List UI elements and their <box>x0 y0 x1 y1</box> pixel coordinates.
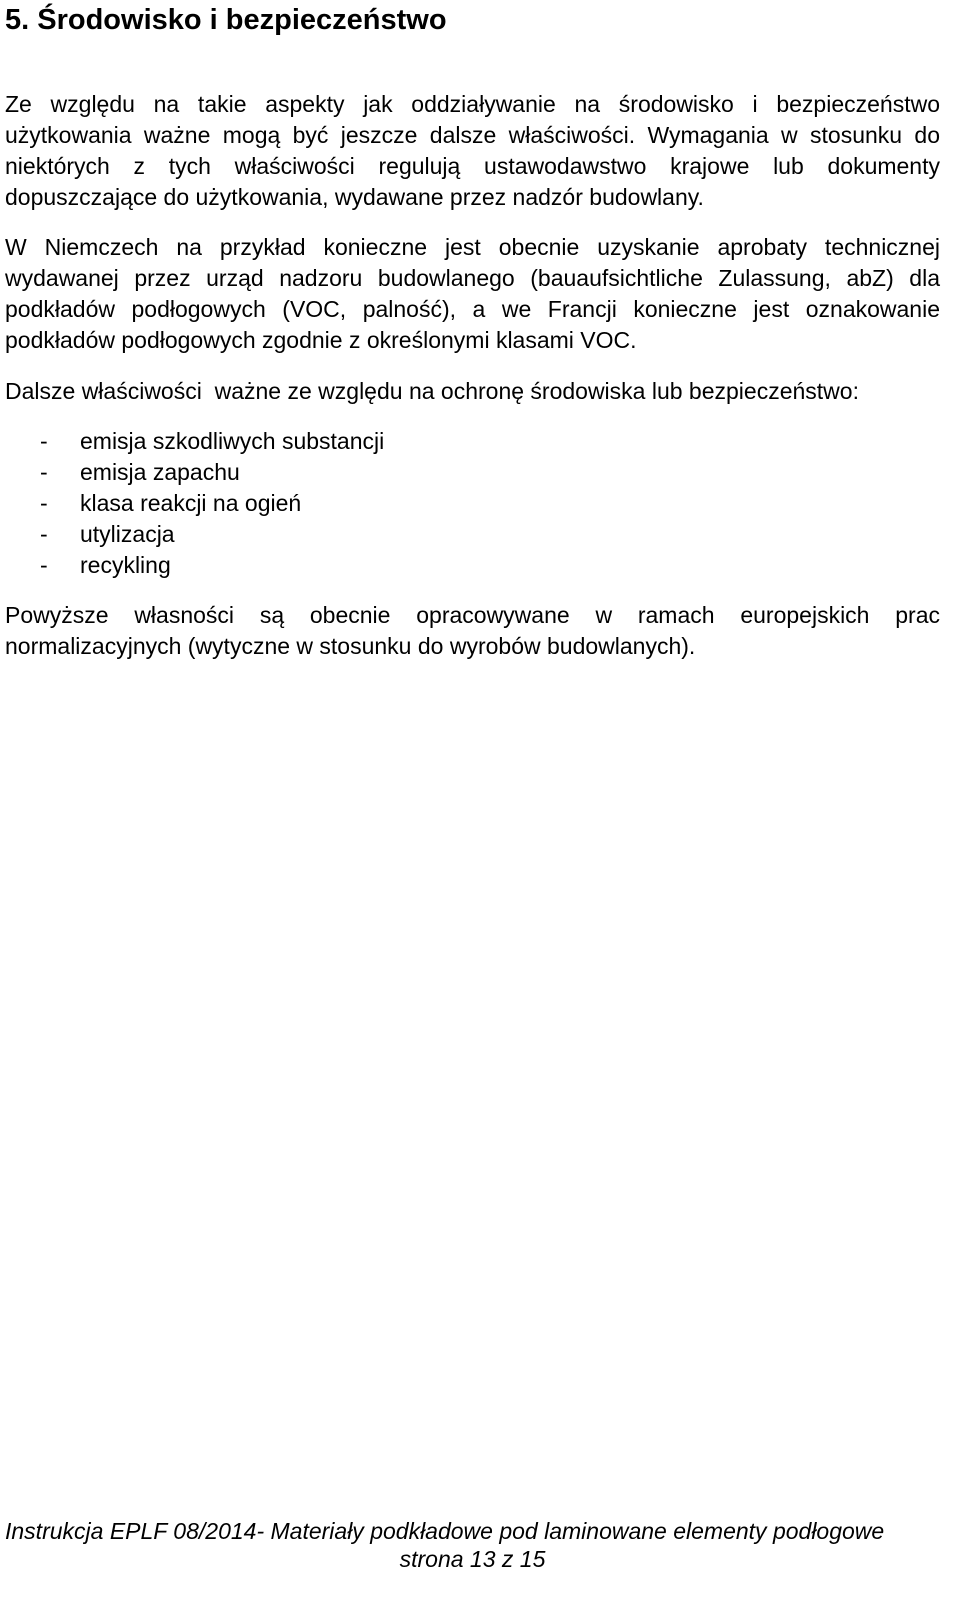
list-item-text: emisja szkodliwych substancji <box>80 428 385 454</box>
list-bullet: - <box>40 521 48 547</box>
paragraph-line: niektórych z tych właściwości regulują ustawodawstwo krajowe lub dokumenty <box>5 153 940 179</box>
footer-title: Instrukcja EPLF 08/2014- Materiały podkładowe pod laminowane elementy podłogowe <box>5 1518 885 1544</box>
page-footer <box>5 1517 940 1573</box>
list-item-text: utylizacja <box>80 521 175 547</box>
paragraph-line: użytkowania ważne mogą być jeszcze dalsze właściwości. Wymagania w stosunku do <box>5 122 940 148</box>
paragraph-line: normalizacyjnych (wytyczne w stosunku do wyrobów budowlanych). <box>5 633 696 659</box>
list-bullet: - <box>40 490 48 516</box>
list-item-text: emisja zapachu <box>80 459 240 485</box>
paragraph-line: podkładów podłogowych zgodnie z określonymi klasami VOC. <box>5 327 637 353</box>
paragraph-line: wydawanej przez urząd nadzoru budowlanego (bauaufsichtliche Zulassung, abZ) dla <box>5 265 940 291</box>
list-item-text: klasa reakcji na ogień <box>80 490 302 516</box>
closing-paragraph <box>5 600 940 662</box>
list-item <box>0 457 960 488</box>
paragraph-line: podkładów podłogowych (VOC, palność), a we Francji konieczne jest oznakowanie <box>5 296 940 322</box>
section-heading: 5. Środowisko i bezpieczeństwo <box>5 4 447 36</box>
list-bullet: - <box>40 552 48 578</box>
properties-list <box>0 426 960 581</box>
list-intro-paragraph: Dalsze właściwości ważne ze względu na ochronę środowiska lub bezpieczeństwo: <box>5 378 859 404</box>
example-paragraph <box>5 232 940 356</box>
paragraph-line: W Niemczech na przykład konieczne jest obecnie uzyskanie aprobaty technicznej <box>5 234 940 260</box>
list-bullet: - <box>40 459 48 485</box>
paragraph-line: dopuszczające do użytkowania, wydawane przez nadzór budowlany. <box>5 184 704 210</box>
list-item <box>0 426 960 457</box>
list-item <box>0 488 960 519</box>
paragraph-line: Ze względu na takie aspekty jak oddziaływanie na środowisko i bezpieczeństwo <box>5 91 940 117</box>
intro-paragraph <box>5 89 940 213</box>
list-item <box>0 550 960 581</box>
list-item <box>0 519 960 550</box>
list-bullet: - <box>40 428 48 454</box>
page-number: strona 13 z 15 <box>399 1546 546 1572</box>
paragraph-line: Powyższe własności są obecnie opracowywane w ramach europejskich prac <box>5 602 940 628</box>
list-item-text: recykling <box>80 552 171 578</box>
